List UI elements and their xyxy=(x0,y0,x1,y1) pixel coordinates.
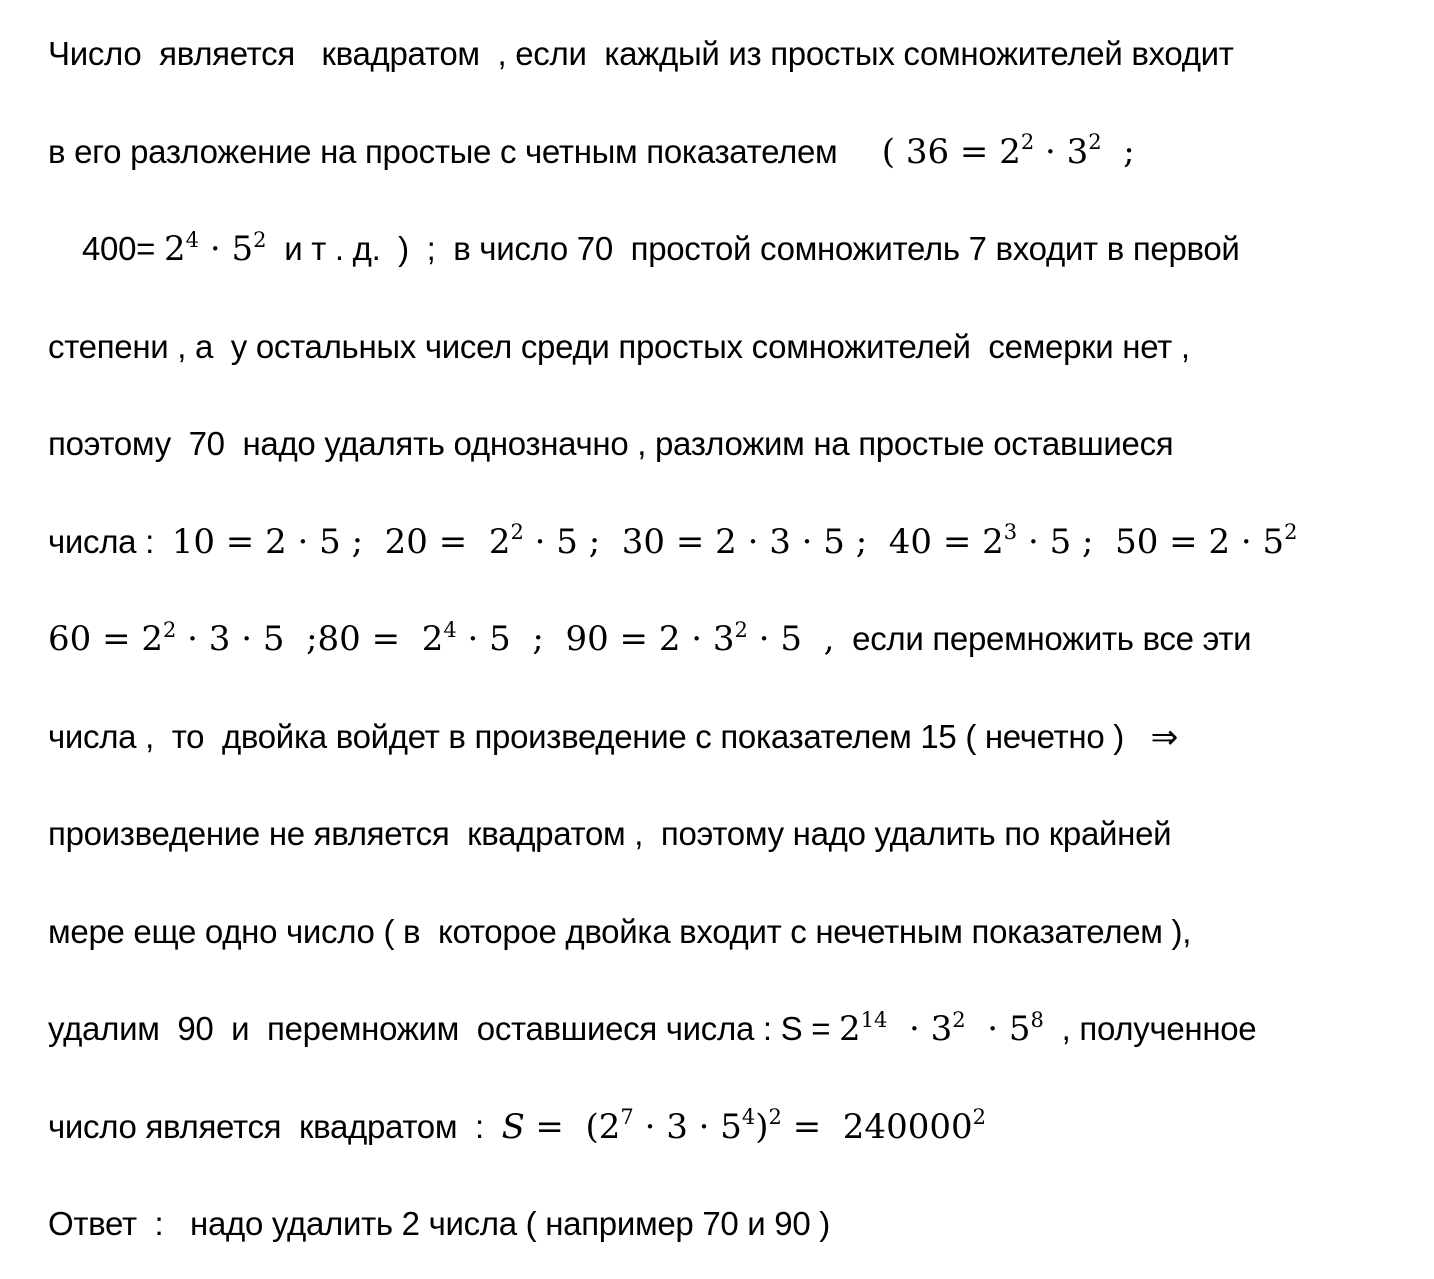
math-run: · 5 xyxy=(199,229,254,269)
text-run: удалим 90 и перемножим оставшиеся числа : S = xyxy=(48,1010,840,1047)
exponent-run: 2 xyxy=(1020,130,1035,155)
exponent-run: 4 xyxy=(741,1105,756,1130)
exponent-run: 2 xyxy=(952,1007,966,1032)
math-run: 10 = 2 · 5 ; 20 = 2 xyxy=(171,521,511,562)
math-run: · 5 xyxy=(965,1009,1031,1049)
math-run: ) xyxy=(755,1106,769,1147)
text-run: мере еще одно число ( в которое двойка входит с нечетным показателем ), xyxy=(48,912,1192,950)
exponent-run: 14 xyxy=(860,1007,888,1032)
text-run: произведение не является квадратом , поэтому надо удалить по крайней xyxy=(48,815,1172,852)
math-run: = (2 xyxy=(524,1106,621,1147)
text-run: степени , а у остальных чисел среди простых сомножителей семерки нет , xyxy=(48,327,1190,365)
math-run: · 5 ; 30 = 2 · 3 · 5 ; 40 = 2 xyxy=(523,521,1004,562)
exponent-run: 4 xyxy=(443,617,457,642)
text-run: числа : xyxy=(48,522,172,560)
text-run: поэтому 70 надо удалять однозначно , разложим на простые оставшиеся xyxy=(48,425,1174,462)
math-run: 2 xyxy=(164,229,186,269)
exponent-run: 2 xyxy=(510,520,524,545)
math-run: · 3 · 5 ;80 = 2 xyxy=(176,619,444,659)
math-run: ( 36 = 2 xyxy=(881,131,1021,172)
math-variable-run: S xyxy=(501,1106,525,1147)
text-run: число является квадратом : xyxy=(48,1107,502,1145)
text-line xyxy=(48,713,1406,811)
exponent-run: 3 xyxy=(1003,520,1018,545)
exponent-run: 2 xyxy=(253,227,267,252)
exponent-run: 2 xyxy=(768,1105,782,1130)
text-line xyxy=(48,1200,1406,1279)
math-run: 2 xyxy=(839,1009,861,1049)
math-run: 60 = 2 xyxy=(48,619,163,659)
text-line xyxy=(48,908,1406,1006)
exponent-run: 7 xyxy=(620,1105,634,1130)
exponent-run: 4 xyxy=(185,227,200,252)
math-run: · 5 , xyxy=(747,619,835,659)
math-run: · 3 xyxy=(887,1009,953,1049)
math-run: ; xyxy=(1101,131,1135,172)
text-line xyxy=(48,323,1406,421)
text-run: числа , то двойка войдет в произведение с показателем 15 ( нечетно ) xyxy=(48,717,1151,755)
text-run: Ответ : надо удалить 2 числа ( например 70 и 90 ) xyxy=(48,1205,830,1242)
exponent-run: 2 xyxy=(734,617,748,642)
math-run: · 3 xyxy=(1034,131,1089,172)
text-line xyxy=(48,225,1406,323)
document-lines xyxy=(48,30,1406,1279)
text-line xyxy=(48,1005,1406,1103)
text-line xyxy=(48,128,1406,226)
text-line xyxy=(48,810,1406,908)
exponent-run: 2 xyxy=(1284,520,1298,545)
exponent-run: 2 xyxy=(1088,130,1102,155)
text-line xyxy=(48,420,1406,518)
text-line xyxy=(48,615,1406,713)
text-run: и т . д. ) ; в число 70 простой сомножитель 7 входит в первой xyxy=(266,230,1240,267)
math-run: · 5 ; 90 = 2 · 3 xyxy=(456,619,735,659)
math-run: = 240000 xyxy=(781,1106,973,1147)
math-run: · 3 · 5 xyxy=(633,1106,742,1147)
exponent-run: 8 xyxy=(1030,1007,1044,1032)
text-run: если перемножить все эти xyxy=(834,620,1252,657)
math-run: · 5 ; 50 = 2 · 5 xyxy=(1017,521,1285,562)
text-line xyxy=(48,1103,1406,1201)
exponent-run: 2 xyxy=(163,617,177,642)
exponent-run: 2 xyxy=(972,1105,986,1130)
text-run: , полученное xyxy=(1043,1010,1257,1047)
text-run: Число является квадратом , если каждый из простых сомножителей входит xyxy=(48,35,1234,72)
text-run: в его разложение на простые с четным показателем xyxy=(48,132,882,170)
implies-arrow-icon: ⇒ xyxy=(1150,716,1178,756)
text-run: 400= xyxy=(82,230,164,267)
text-line xyxy=(48,518,1406,616)
text-line xyxy=(48,30,1406,128)
